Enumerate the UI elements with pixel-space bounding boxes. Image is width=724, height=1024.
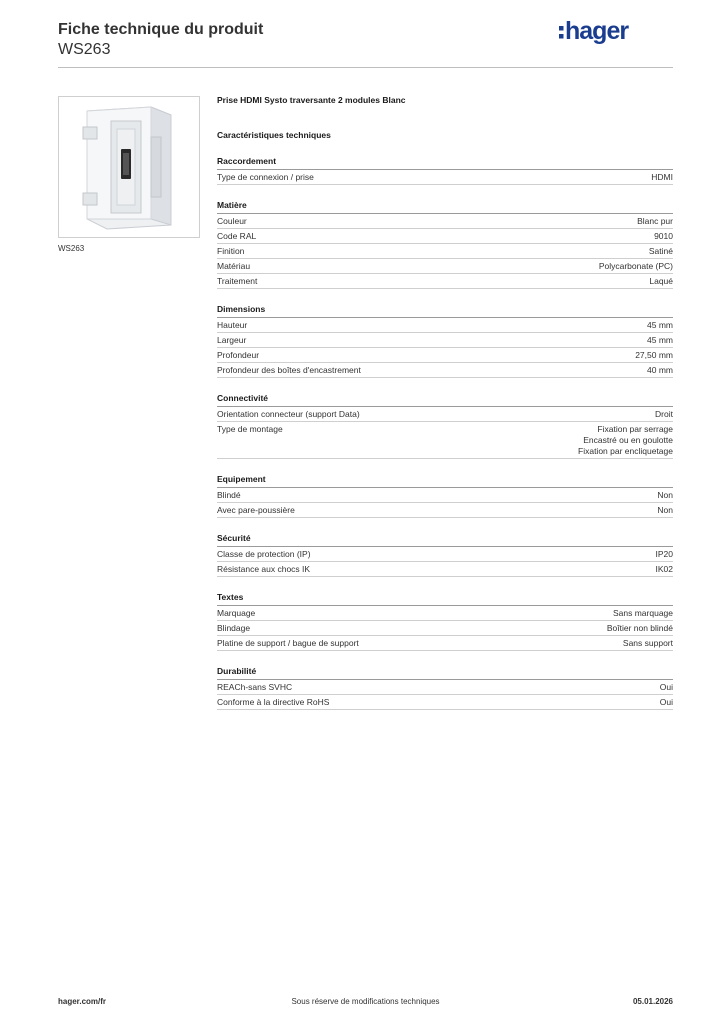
header-divider	[58, 67, 673, 68]
spec-label: Type de connexion / prise	[217, 172, 314, 182]
spec-label: Conforme à la directive RoHS	[217, 697, 330, 707]
spec-row	[217, 333, 673, 348]
spec-value	[647, 335, 673, 346]
spec-section-title: Connectivité	[217, 392, 673, 407]
spec-value	[651, 172, 673, 183]
spec-row	[217, 229, 673, 244]
spec-value	[656, 549, 674, 560]
spec-value	[647, 365, 673, 376]
spec-row	[217, 259, 673, 274]
spec-value-line: Boîtier non blindé	[606, 623, 673, 633]
spec-value	[637, 216, 673, 227]
spec-row	[217, 363, 673, 378]
spec-row	[217, 214, 673, 229]
spec-row	[217, 562, 673, 577]
spec-section-title: Sécurité	[217, 532, 673, 547]
spec-label: Type de montage	[217, 424, 283, 434]
footer-disclaimer: Sous réserve de modifications techniques	[291, 997, 440, 1006]
spec-row	[217, 636, 673, 651]
footer-website: hager.com/fr	[58, 997, 107, 1006]
spec-label: Couleur	[217, 216, 247, 226]
spec-value-line: Blanc pur	[637, 216, 673, 226]
spec-section	[217, 473, 673, 518]
spec-value-line: 45 mm	[647, 335, 673, 345]
spec-label: Classe de protection (IP)	[217, 549, 311, 559]
footer-date: 05.01.2026	[632, 997, 673, 1006]
spec-value-line: Oui	[659, 697, 673, 707]
spec-value-line: Laqué	[649, 276, 673, 286]
specifications-list	[217, 155, 673, 710]
image-caption: WS263	[58, 244, 85, 253]
spec-section-title: Raccordement	[217, 155, 673, 170]
spec-value-line: Oui	[659, 682, 673, 692]
spec-section	[217, 532, 673, 577]
spec-row	[217, 407, 673, 422]
spec-section	[217, 303, 673, 378]
spec-label: Blindé	[217, 490, 241, 500]
spec-section-title: Durabilité	[217, 665, 673, 680]
spec-value-line: Droit	[655, 409, 673, 419]
spec-value-line: Non	[657, 505, 673, 515]
spec-label: Finition	[217, 246, 245, 256]
spec-value	[660, 697, 673, 708]
spec-row	[217, 488, 673, 503]
spec-section	[217, 199, 673, 289]
spec-value	[578, 424, 673, 457]
spec-value	[649, 246, 673, 257]
document-title: Fiche technique du produit	[58, 21, 264, 38]
spec-value-line: Fixation par encliquetage	[578, 446, 673, 456]
spec-label: Profondeur	[217, 350, 260, 360]
spec-label: Traitement	[217, 276, 258, 286]
spec-section	[217, 392, 673, 459]
spec-section	[217, 665, 673, 710]
spec-value	[660, 682, 673, 693]
spec-label: Platine de support / bague de support	[217, 638, 359, 648]
spec-section	[217, 591, 673, 651]
specifications-heading: Caractéristiques techniques	[217, 130, 331, 140]
hager-logo-graphic	[559, 16, 654, 46]
product-image	[58, 96, 200, 238]
spec-label: Orientation connecteur (support Data)	[217, 409, 360, 419]
spec-value	[613, 608, 673, 619]
spec-value	[654, 231, 673, 242]
spec-value-line: HDMI	[651, 172, 673, 182]
spec-label: Code RAL	[217, 231, 257, 241]
spec-value-line: Non	[657, 490, 673, 500]
spec-row	[217, 244, 673, 259]
spec-section-title: Textes	[217, 591, 673, 606]
product-reference: WS263	[58, 41, 111, 58]
spec-label: REACh-sans SVHC	[217, 682, 293, 692]
spec-row	[217, 318, 673, 333]
spec-row	[217, 680, 673, 695]
spec-section-title: Dimensions	[217, 303, 673, 318]
spec-label: Avec pare-poussière	[217, 505, 295, 515]
spec-row	[217, 606, 673, 621]
spec-label: Marquage	[217, 608, 256, 618]
spec-value-line: Polycarbonate (PC)	[598, 261, 673, 271]
spec-value	[655, 409, 673, 420]
spec-label: Blindage	[217, 623, 251, 633]
spec-row	[217, 503, 673, 518]
spec-label: Profondeur des boîtes d'encastrement	[217, 365, 361, 375]
spec-value	[656, 564, 674, 575]
spec-value-line: Satiné	[648, 246, 673, 256]
spec-label: Hauteur	[217, 320, 248, 330]
logo-wordmark: hager	[565, 17, 629, 45]
product-details	[217, 94, 673, 710]
spec-value	[647, 320, 673, 331]
spec-row	[217, 547, 673, 562]
document-header	[58, 20, 263, 60]
spec-value-line: 45 mm	[647, 320, 673, 330]
spec-row	[217, 348, 673, 363]
spec-row	[217, 170, 673, 185]
spec-value-line: Sans support	[622, 638, 673, 648]
spec-value	[657, 490, 673, 501]
spec-section-title: Matière	[217, 199, 673, 214]
spec-value	[607, 623, 673, 634]
spec-value	[599, 261, 673, 272]
spec-value	[623, 638, 673, 649]
spec-row	[217, 621, 673, 636]
spec-value	[649, 276, 673, 287]
spec-label: Résistance aux chocs IK	[217, 564, 311, 574]
spec-value-line: Sans marquage	[612, 608, 673, 618]
spec-value-line: IP20	[655, 549, 673, 559]
hdmi-socket-illustration	[59, 97, 199, 237]
spec-value-line: IK02	[655, 564, 673, 574]
spec-label: Largeur	[217, 335, 247, 345]
spec-value-line: Fixation par serrage	[597, 424, 673, 434]
product-name: Prise HDMI Systo traversante 2 modules Blanc	[217, 95, 406, 105]
spec-value	[657, 505, 673, 516]
spec-row	[217, 274, 673, 289]
spec-value	[635, 350, 673, 361]
spec-value-line: 40 mm	[647, 365, 673, 375]
spec-value-line: Encastré ou en goulotte	[583, 435, 673, 445]
spec-value-line: 27,50 mm	[635, 350, 673, 360]
spec-section	[217, 155, 673, 185]
spec-label: Matériau	[217, 261, 251, 271]
spec-section-title: Equipement	[217, 473, 673, 488]
spec-row	[217, 422, 673, 459]
spec-value-line: 9010	[654, 231, 673, 241]
spec-row	[217, 695, 673, 710]
hager-logo	[559, 16, 654, 46]
